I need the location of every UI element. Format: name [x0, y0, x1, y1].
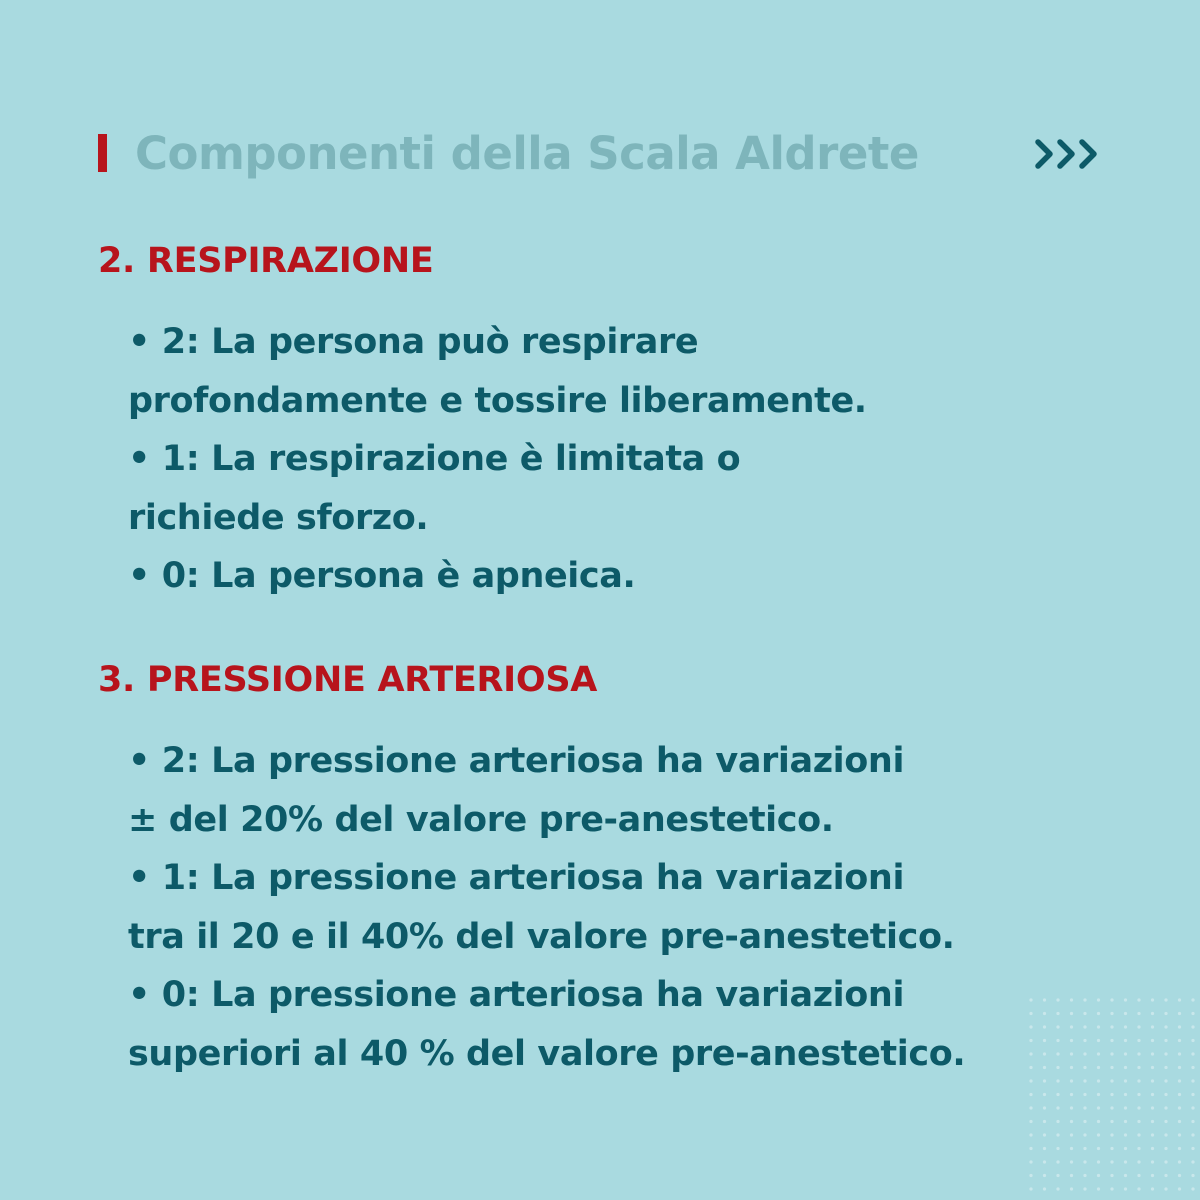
body-line: ± del 20% del valore pre-anestetico. — [128, 799, 834, 840]
body-line: • 1: La pressione arteriosa ha variazioni — [128, 858, 905, 898]
section-heading-respirazione: 2. RESPIRAZIONE — [98, 241, 434, 281]
section-body-respirazione — [128, 313, 867, 606]
body-line: superiori al 40 % del valore pre-anestetico. — [128, 1033, 966, 1074]
dot-grid-decoration — [1027, 996, 1200, 1200]
page-title: Componenti della Scala Aldrete — [135, 127, 919, 180]
body-line: richiede sforzo. — [128, 497, 429, 538]
body-line: • 2: La persona può respirare — [128, 322, 699, 362]
section-body-pressione-arteriosa — [128, 732, 965, 1083]
body-line: • 1: La respirazione è limitata o — [128, 439, 741, 479]
body-line: profondamente e tossire liberamente. — [128, 380, 867, 421]
section-heading-pressione-arteriosa: 3. PRESSIONE ARTERIOSA — [98, 660, 598, 700]
triple-chevron-right-icon[interactable] — [1034, 136, 1106, 172]
accent-bar — [98, 134, 107, 172]
body-line: • 0: La persona è apneica. — [128, 556, 636, 596]
header — [98, 124, 1108, 184]
body-line: • 0: La pressione arteriosa ha variazioni — [128, 975, 905, 1015]
body-line: • 2: La pressione arteriosa ha variazioni — [128, 741, 905, 781]
body-line: tra il 20 e il 40% del valore pre-anestetico. — [128, 916, 955, 957]
